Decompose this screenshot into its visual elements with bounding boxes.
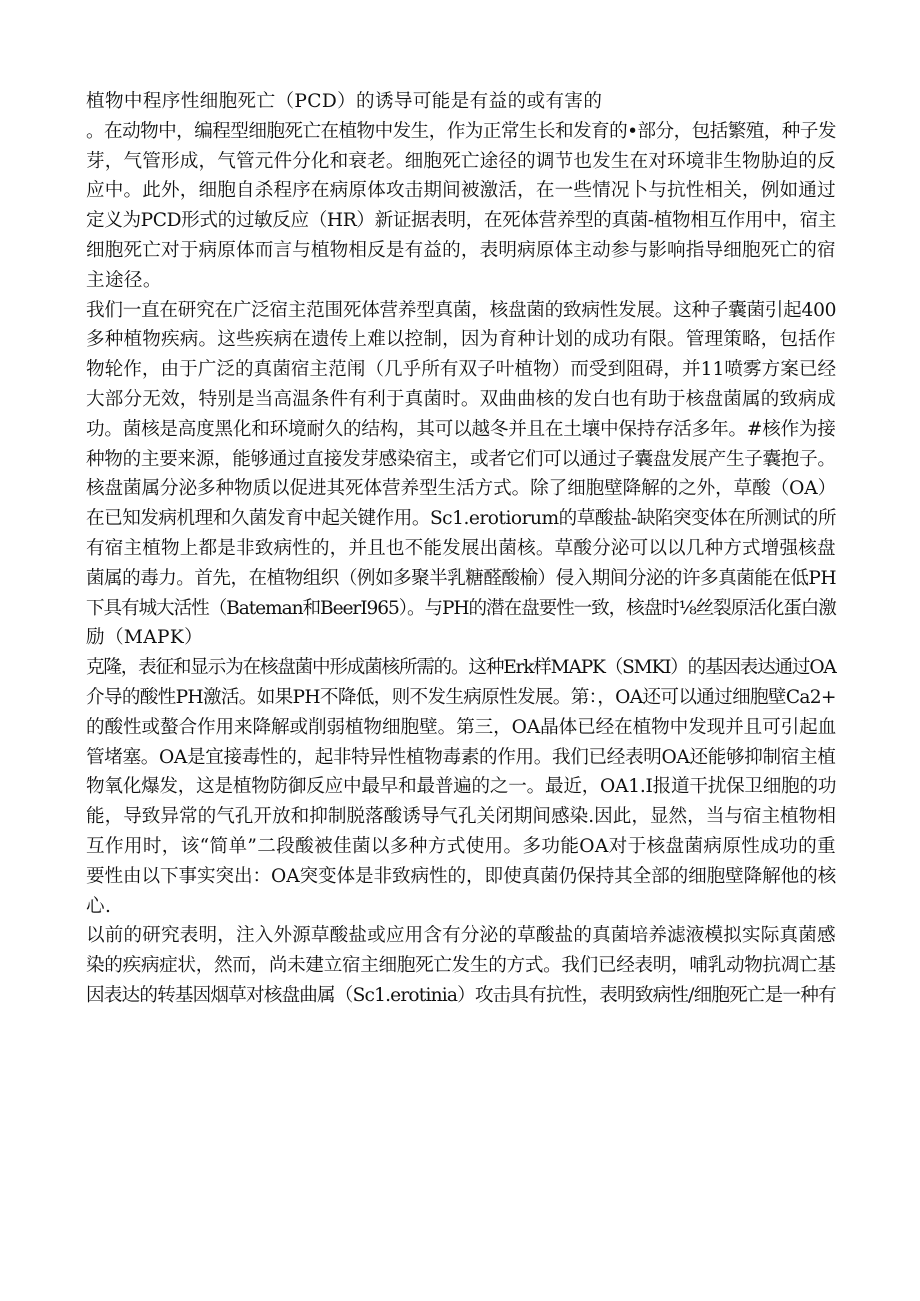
paragraph-line: 我们一直在研究在广泛宿主范围死体营养型真菌，核盘菌的致病性发展。这种子囊菌引起400 — [86, 299, 837, 321]
paragraph-line: 下具有城大活性（Bateman和BeerI965）。与PH的潜在盘要性一致，核盘时⅛丝裂原活化蛋白激 — [86, 597, 836, 619]
paragraph-line: 以前的研究表明，注入外源草酸盐或应用含有分泌的草酸盐的真菌培养滤液模拟实际真菌感 — [86, 925, 836, 947]
paragraph-line: 要性由以下事实突出：OA突变体是非致病性的，即使真菌仍保持其全部的细胞壁降解他的核 — [86, 865, 837, 887]
paragraph-line: 心. — [86, 895, 112, 917]
paragraph-line: 多种植物疾病。这些疾病在遗传上难以控制，因为育种计划的成功有限。管理策略，包括作 — [86, 329, 836, 351]
paragraph-line: 有宿主植物上都是非致病性的，并且也不能发展出菌核。草酸分泌可以以几种方式增强核盘 — [86, 537, 836, 559]
paragraph-3 — [86, 474, 838, 653]
paragraph-line: 菌属的毒力。首先，在植物组织（例如多聚半乳糖醛酸榆）侵入期间分泌的许多真菌能在低PH — [86, 567, 837, 589]
paragraph-line: 因表达的转基因烟草对核盘曲属（Sc1.erotinia）攻击具有抗性，表明致病性/细胞死亡是一种有 — [86, 984, 836, 1006]
paragraph-line: 芽，气管形成，气管元件分化和衰老。细胞死亡途径的调节也发生在对环境非生物胁迫的反 — [86, 150, 836, 172]
paragraph-line: 能，导致异常的气孔开放和抑制脱落酸诱导气孔关闭期间感染.因此，显然，当与宿主植物相 — [86, 806, 836, 828]
paragraph-line: 细胞死亡对于病原体而言与植物相反是有益的，表明病原体主动参与影响指导细胞死亡的宿 — [86, 239, 836, 261]
paragraph-line: 互作用时，该“简单”二段酸被佳菌以多种方式使用。多功能OA对于核盘菌病原性成功的重 — [86, 835, 837, 857]
paragraph-line: 在已知发病机理和久菌发育中起关键作用。Sc1.erotiorum的草酸盐-缺陷突变体在所测试的所 — [86, 508, 836, 530]
paragraph-line: 。在动物中，编程型细胞死亡在植物中发生，作为正常生长和发育的•部分，包括繁殖，种子发 — [86, 120, 836, 142]
paragraph-line: 定义为PCD形式的过敏反应（HR）新证据表明，在死体营养型的真菌-植物相互作用中，宿主 — [86, 210, 837, 232]
paragraph-2 — [86, 296, 838, 475]
paragraph-line: 物轮作，由于广泛的真菌宿主范闱（几乎所有双子叶植物）而受到阻碍，并11喷雾方案已经 — [86, 359, 837, 381]
paragraph-5 — [86, 921, 838, 1010]
paragraph-line: 染的疾病症状，然而，尚未建立宿主细胞死亡发生的方式。我们已经表明，哺乳动物抗凋亡基 — [86, 955, 836, 977]
paragraph-line: 功。菌核是高度黑化和环境耐久的结构，其可以越冬并且在土壤中保持存活多年。#核作为接 — [86, 418, 836, 440]
paragraph-line: 的酸性或螯合作用来降解或削弱植物细胞壁。第三，OA晶体已经在植物中发现并且可引起血 — [86, 716, 837, 738]
paragraph-line: 种物的主要来源，能够通过直接发芽感染宿主，或者它们可以通过子囊盘发展产生子囊抱子。 — [86, 448, 836, 470]
paragraph-4 — [86, 653, 838, 921]
paragraph-line: 应中。此外，细胞自杀程序在病原体攻击期间被激活，在一些情况卜与抗性相关，例如通过 — [86, 180, 836, 202]
paragraph-line: 主途径。 — [86, 269, 162, 291]
paragraph-line: 介导的酸性PH激活。如果PH不降低，则不发生病原性发展。第：，OA还可以通过细胞壁Ca2+ — [86, 686, 836, 708]
document-title: 植物中程序性细胞死亡（PCD）的诱导可能是有益的或有害的 — [86, 91, 603, 112]
paragraph-line: 物氧化爆发，这是植物防御反应中最早和最普遍的之一。最近，OA1.I报道干扰保卫细胞的功 — [86, 776, 837, 798]
paragraph-line: 核盘菌属分泌多种物质以促进其死体营养型生活方式。除了细胞壁降解的之外，草酸（OA） — [86, 478, 837, 500]
paragraph-1 — [86, 117, 838, 296]
paragraph-line: 管堵塞。OA是宜接毒性的，起非特异性植物毒素的作用。我们已经表明OA还能够抑制宿主植 — [86, 746, 836, 768]
document-page — [86, 87, 838, 1011]
paragraph-line: 励（MAPK） — [86, 627, 204, 649]
paragraph-line: 大部分无效，特别是当高温条件有利于真菌时。双曲曲核的发白也有助于核盘菌属的致病成 — [86, 388, 836, 410]
paragraph-line: 克隆，表征和显示为在核盘菌中形成菌核所需的。这种Erk样MAPK（SMKI）的基因表达通过OA — [86, 657, 836, 679]
